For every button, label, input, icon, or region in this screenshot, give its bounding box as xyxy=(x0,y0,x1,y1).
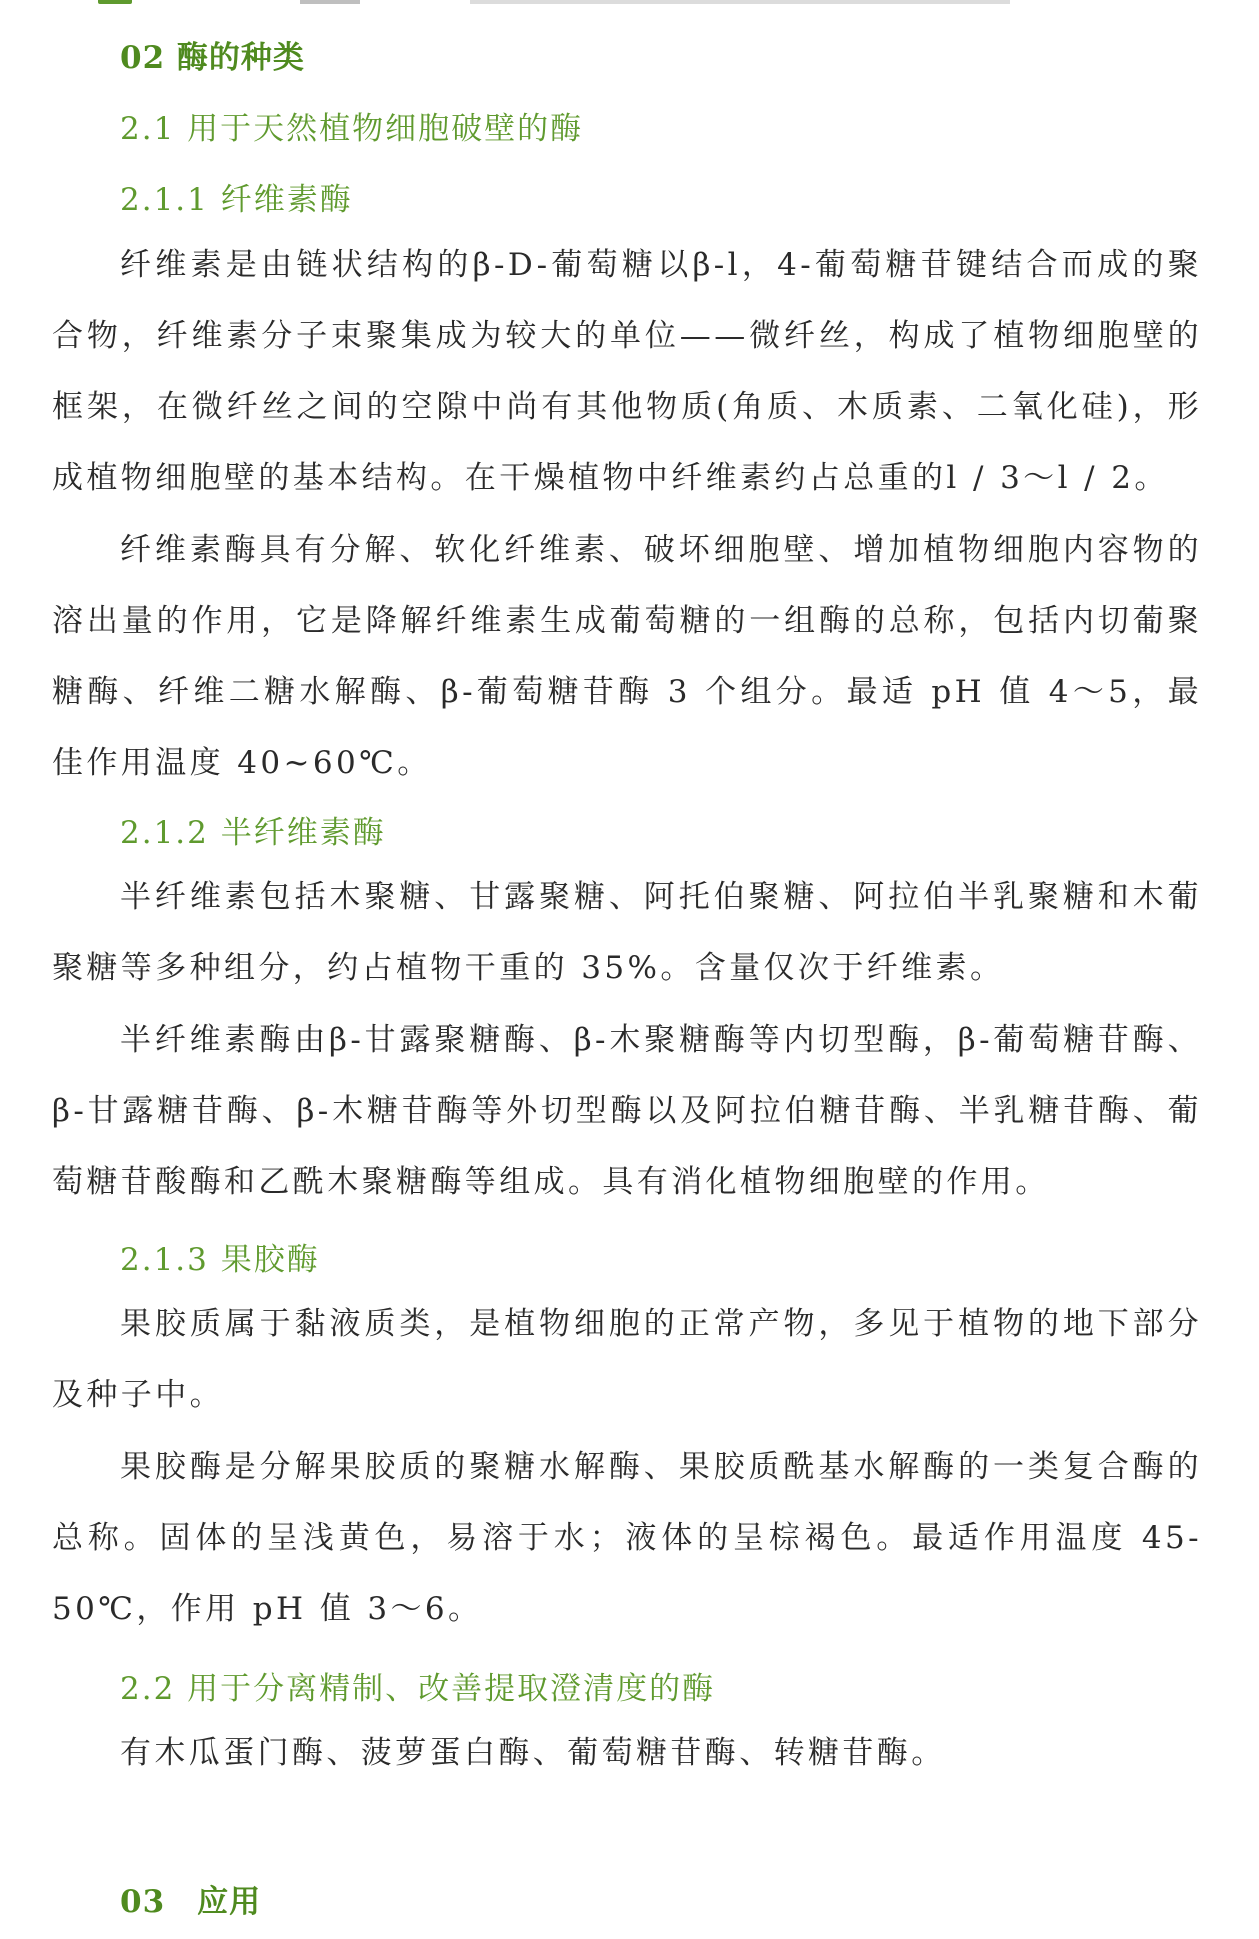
separation-enzymes-paragraph: 有木瓜蛋门酶、菠萝蛋白酶、葡萄糖苷酶、转糖苷酶。 xyxy=(120,1735,946,1771)
cellulase-description-paragraph: 纤维素酶具有分解、软化纤维素、破坏细胞壁、增加植物细胞内容物的溶出量的作用，它是降解纤维素生成葡萄糖的一组酶的总称，包括内切葡聚糖酶、纤维二糖水解酶、β-葡萄糖苷酶 3 个组分。最适 pH 值 4～5，最佳作用温度 40~60℃。 xyxy=(52,532,1202,781)
pectin-description-paragraph: 果胶质属于黏液质类，是植物细胞的正常产物，多见于植物的地下部分及种子中。 xyxy=(52,1306,1202,1413)
section-2-2-title: 2.2 用于分离精制、改善提取澄清度的酶 xyxy=(120,1671,716,1707)
section-2-1-3-title: 2.1.3 果胶酶 xyxy=(120,1242,320,1278)
section-03-title: 03 应用 xyxy=(120,1884,262,1920)
cellulose-description-paragraph: 纤维素是由链状结构的β-D-葡萄糖以β-l，4-葡萄糖苷键结合而成的聚合物，纤维素分子束聚集成为较大的单位——微纤丝，构成了植物细胞壁的框架，在微纤丝之间的空隙中尚有其他物质(角质、木质素、二氧化硅)，形成植物细胞壁的基本结构。在干燥植物中纤维素约占总重的l / 3～l / 2。 xyxy=(52,247,1202,496)
section-2-1-title: 2.1 用于天然植物细胞破壁的酶 xyxy=(120,111,584,147)
section-2-1-1-title: 2.1.1 纤维素酶 xyxy=(120,182,353,218)
section-2-1-2-title: 2.1.2 半纤维素酶 xyxy=(120,815,386,851)
hemicellulase-description-paragraph: 半纤维素酶由β-甘露聚糖酶、β-木聚糖酶等内切型酶，β-葡萄糖苷酶、β-甘露糖苷酶、β-木糖苷酶等外切型酶以及阿拉伯糖苷酶、半乳糖苷酶、葡萄糖苷酸酶和乙酰木聚糖酶等组成。具有消化植物细胞壁的作用。 xyxy=(52,1022,1202,1200)
pectinase-description-paragraph: 果胶酶是分解果胶质的聚糖水解酶、果胶质酰基水解酶的一类复合酶的总称。固体的呈浅黄色，易溶于水；液体的呈棕褐色。最适作用温度 45-50℃，作用 pH 值 3～6。 xyxy=(52,1449,1202,1627)
hemicellulose-description-paragraph: 半纤维素包括木聚糖、甘露聚糖、阿托伯聚糖、阿拉伯半乳聚糖和木葡聚糖等多种组分，约占植物干重的 35%。含量仅次于纤维素。 xyxy=(52,879,1202,986)
section-02-title: 02 酶的种类 xyxy=(120,40,305,76)
cropped-header-remnant xyxy=(0,0,1259,8)
